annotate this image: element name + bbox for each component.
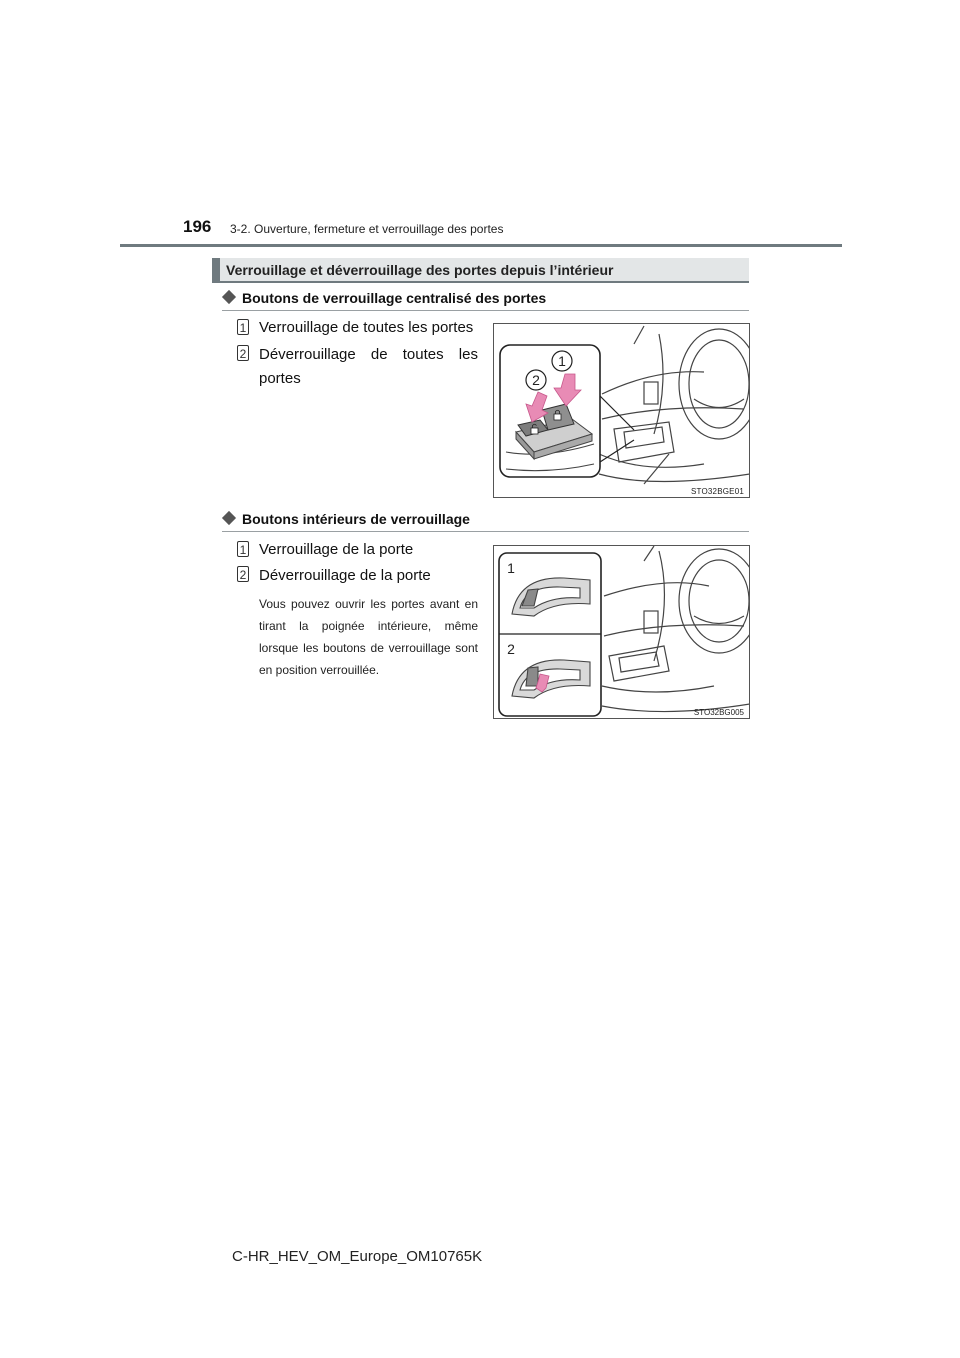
figure-code: STO32BGE01 [691, 487, 744, 496]
section-title: Verrouillage et déverrouillage des portes depuis l’intérieur [226, 262, 614, 278]
central-lock-figure [493, 323, 750, 498]
central-lock-item-2: Déverrouillage de toutes les [259, 346, 478, 363]
central-lock-heading [222, 290, 546, 306]
subsection-rule [222, 531, 749, 532]
figure-code: STO32BG005 [693, 708, 744, 717]
central-lock-item-1: Verrouillage de toutes les portes [259, 319, 474, 336]
subsection-rule [222, 310, 749, 311]
number-1-icon: 1 [237, 541, 249, 557]
inside-lock-illustration [494, 546, 750, 719]
diamond-bullet-icon [222, 290, 236, 304]
inside-lock-item-2: Déverrouillage de la porte [259, 567, 431, 584]
running-header: 3-2. Ouverture, fermeture et verrouillage des portes [230, 222, 504, 236]
number-2-icon: 2 [237, 345, 249, 361]
callout-2: 2 [532, 372, 540, 388]
number-2-icon: 2 [237, 566, 249, 582]
inside-lock-heading [222, 511, 470, 527]
central-lock-illustration [494, 324, 750, 498]
central-lock-item-2-continued: portes [259, 370, 301, 387]
inside-lock-note: Vous pouvez ouvrir les portes avant en tirant la poignée intérieure, même lorsque les boutons de verrouillage sont en position verrouillée. [259, 597, 478, 677]
document-id: C-HR_HEV_OM_Europe_OM10765K [232, 1248, 483, 1265]
callout-1: 1 [558, 353, 566, 369]
number-1-icon: 1 [237, 319, 249, 335]
header-rule [120, 244, 842, 247]
section-accent [212, 258, 220, 281]
callout-1: 1 [507, 560, 515, 576]
central-lock-heading-text: Boutons de verrouillage centralisé des portes [242, 290, 547, 306]
inside-lock-item-1: Verrouillage de la porte [259, 541, 414, 558]
diamond-bullet-icon [222, 511, 236, 525]
page-number: 196 [183, 217, 212, 236]
inside-lock-heading-text: Boutons intérieurs de verrouillage [242, 511, 470, 527]
inside-lock-figure [493, 545, 750, 719]
section-title-bar [212, 258, 749, 283]
callout-2: 2 [507, 641, 515, 657]
